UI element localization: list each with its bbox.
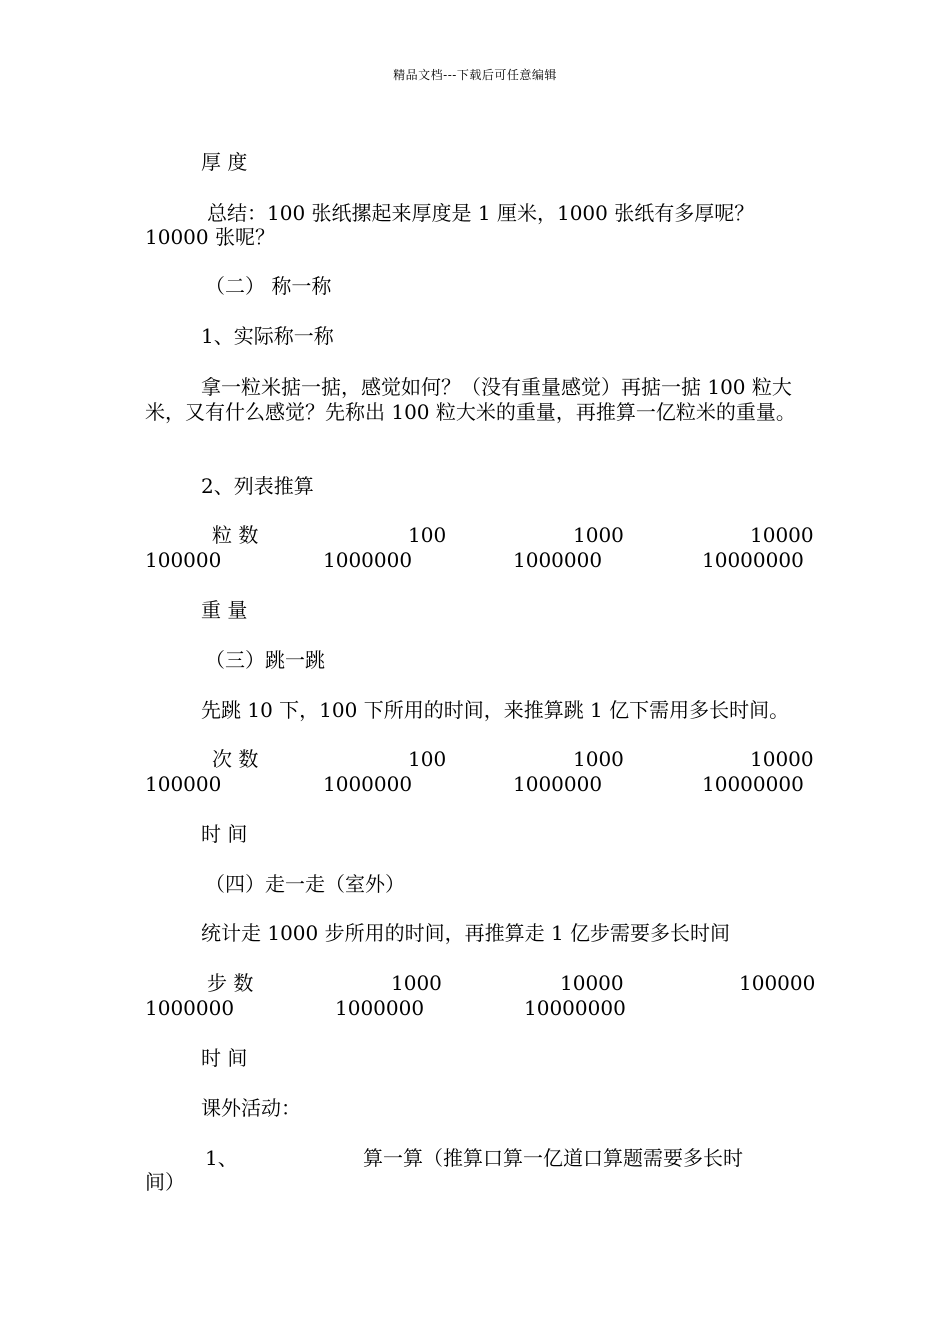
table-cell: 100	[408, 747, 447, 771]
item-actual-weigh: 1、实际称一称	[201, 324, 334, 348]
steps-table	[145, 971, 816, 1021]
time-label-2: 时 间	[201, 1046, 248, 1070]
table-cell: 1000000	[323, 772, 413, 796]
table-cell: 1000000	[513, 772, 603, 796]
walk-paragraph: 统计走 1000 步所用的时间，再推算走 1 亿步需要多长时间	[201, 921, 731, 945]
section-weigh-heading: （二） 称一称	[205, 274, 332, 298]
extracurricular-heading: 课外活动：	[201, 1096, 301, 1120]
table-cell: 1000	[573, 523, 624, 547]
table-cell: 100000	[145, 772, 222, 796]
jumps-label: 次 数	[212, 747, 259, 771]
table-cell: 1000	[391, 971, 442, 995]
jump-paragraph: 先跳 10 下，100 下所用的时间，来推算跳 1 亿下需用多长时间。	[201, 698, 790, 722]
section-walk-heading: （四）走一走（室外）	[205, 872, 405, 896]
section-jump-heading: （三）跳一跳	[205, 648, 325, 672]
table-cell: 100	[408, 523, 447, 547]
table-cell: 1000000	[335, 996, 425, 1020]
table-cell: 1000000	[513, 548, 603, 572]
jumps-table	[145, 747, 814, 797]
table-cell: 10000	[560, 971, 624, 995]
table-cell: 10000000	[702, 548, 804, 572]
heading-thickness: 厚 度	[201, 150, 248, 174]
table-cell: 1000000	[323, 548, 413, 572]
weight-label: 重 量	[201, 598, 248, 622]
table-cell: 10000	[750, 747, 814, 771]
table-cell: 10000	[750, 523, 814, 547]
item-table-estimate: 2、列表推算	[201, 474, 314, 498]
table-cell: 100000	[145, 548, 222, 572]
activity-1-text: 算一算（推算口算一亿道口算题需要多长时	[363, 1146, 743, 1170]
page-header: 精品文档---下载后可任意编辑	[393, 68, 557, 82]
table-cell: 100000	[739, 971, 816, 995]
grains-label: 粒 数	[212, 523, 259, 547]
rice-paragraph: 拿一粒米掂一掂，感觉如何？（没有重量感觉）再掂一掂 100 粒大米，又有什么感觉？先称出 100 粒大米的重量，再推算一亿粒米的重量。	[145, 375, 796, 424]
summary-line-2: 10000 张呢？	[145, 225, 275, 249]
table-cell: 10000000	[524, 996, 626, 1020]
activity-1-continued: 间）	[145, 1170, 185, 1194]
summary-line-1: 总结：100 张纸摞起来厚度是 1 厘米，1000 张纸有多厚呢？	[207, 201, 755, 225]
steps-label: 步 数	[207, 971, 254, 995]
time-label-1: 时 间	[201, 822, 248, 846]
table-cell: 1000	[573, 747, 624, 771]
table-cell: 10000000	[702, 772, 804, 796]
table-cell: 1000000	[145, 996, 235, 1020]
activity-1-number: 1、	[205, 1146, 238, 1170]
grains-table	[145, 523, 814, 573]
